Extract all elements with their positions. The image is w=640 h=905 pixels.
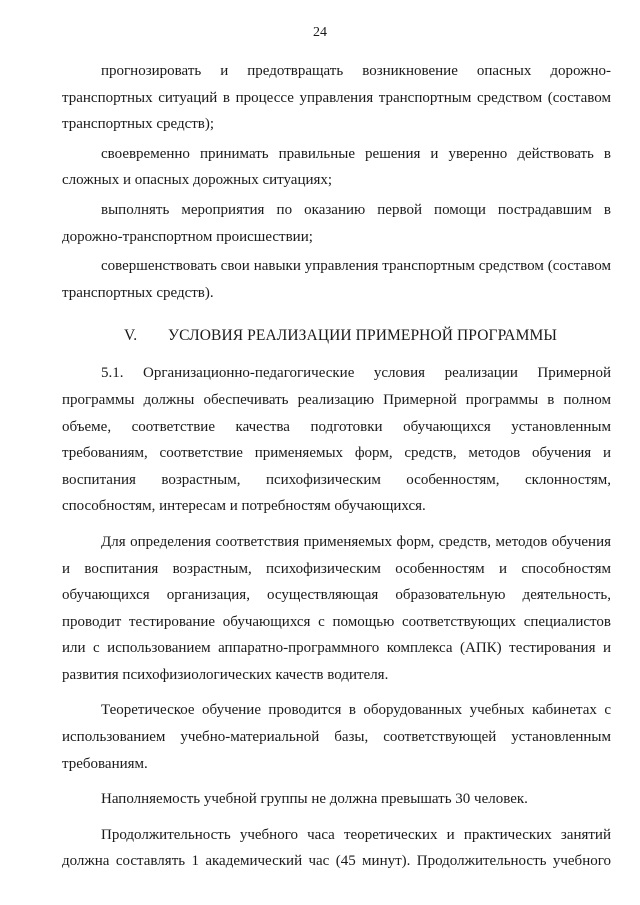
section-title: УСЛОВИЯ РЕАЛИЗАЦИИ ПРИМЕРНОЙ ПРОГРАММЫ <box>168 327 557 345</box>
section-number: V. <box>124 327 138 345</box>
list-item: выполнять мероприятия по оказанию первой помощи пострадавшим в дорожно-транспортном происшествии; <box>62 201 611 245</box>
paragraph: Наполняемость учебной группы не должна превышать 30 человек. <box>101 791 528 808</box>
list-item: прогнозировать и предотвращать возникновение опасных дорожно-транспортных ситуаций в процессе управления транспортным средством (составом транспортных средств); <box>62 63 611 133</box>
section-heading <box>62 326 611 346</box>
paragraph: 5.1. Организационно-педагогические условия реализации Примерной программы должны обеспечивать реализацию Примерной программы в полном объеме, соответствие качества подготовки обучающихся установленным требованиям, соответствие применяемых форм, средств, методов обучения и воспитания возрастным, психофизическим особенностям, склонностям, способностям, интересам и потребностям обучающихся. <box>62 365 611 515</box>
paragraph: Теоретическое обучение проводится в оборудованных учебных кабинетах с использованием учебно-материальной базы, соответствующей установленным требованиям. <box>62 702 611 772</box>
paragraph: Для определения соответствия применяемых форм, средств, методов обучения и воспитания возрастным, психофизическим особенностям и способностям обучающихся организация, осуществляющая образовательную деятельность, проводит тестирование обучающихся с помощью соответствующих специалистов или с использованием аппаратно-программного комплекса (АПК) тестирования и развития психофизиологических качеств водителя. <box>62 533 611 683</box>
document-body <box>62 58 611 875</box>
list-item: совершенствовать свои навыки управления транспортным средством (составом транспортных средств). <box>62 258 611 301</box>
paragraph: Продолжительность учебного часа теоретических и практических занятий должна составлять 1 академический час (45 минут). Продолжительность учебного <box>62 826 611 870</box>
list-item: своевременно принимать правильные решения и уверенно действовать в сложных и опасных дорожных ситуациях; <box>62 145 611 189</box>
page-number: 24 <box>313 25 327 40</box>
